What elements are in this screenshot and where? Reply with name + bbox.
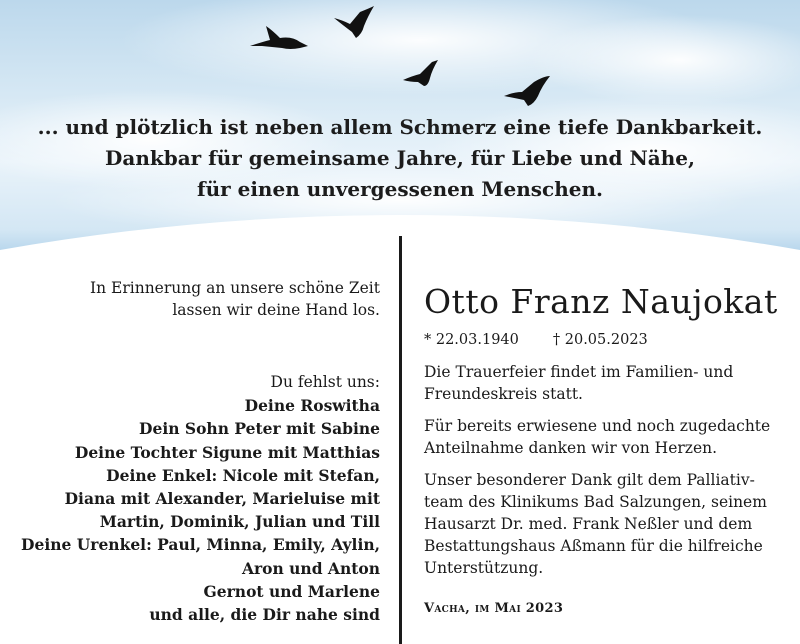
header-quote [0, 112, 800, 205]
family-line: Martin, Dominik, Julian und Till [99, 512, 380, 532]
family-list [21, 371, 380, 626]
family-line: Deine Urenkel: Paul, Minna, Emily, Aylin, [21, 535, 380, 555]
memory-line: In Erinnerung an unsere schöne Zeit [90, 279, 380, 297]
life-dates [424, 332, 794, 348]
quote-line: für einen unvergessenen Menschen. [196, 177, 604, 201]
family-line: Aron und Anton [241, 558, 380, 578]
family-line: Dein Sohn Peter mit Sabine [139, 419, 380, 439]
family-line: Diana mit Alexander, Marieluise mit [64, 489, 380, 509]
memory-line: lassen wir deine Hand los. [172, 301, 380, 319]
quote-line: ... und plötzlich ist neben allem Schmerz eine tiefe Dankbarkeit. [37, 115, 763, 139]
family-intro: Du fehlst uns: [270, 373, 380, 391]
text-line: Für bereits erwiesene und noch zugedachte [424, 417, 771, 435]
special-thanks [424, 469, 794, 579]
birth-date: * 22.03.1940 [424, 332, 519, 348]
family-line: Deine Roswitha [244, 396, 380, 416]
text-line: Anteilnahme danken wir von Herzen. [424, 439, 718, 457]
text-line: Hausarzt Dr. med. Frank Neßler und dem [424, 515, 753, 533]
family-line: Deine Enkel: Nicole mit Stefan, [106, 465, 380, 485]
place-date: Vacha, im Mai 2023 [424, 601, 564, 616]
thanks-info [424, 415, 794, 459]
flying-geese-icon [0, 0, 800, 120]
family-line: Deine Tochter Sigune mit Matthias [74, 442, 380, 462]
sky-header [0, 0, 800, 270]
death-date: † 20.05.2023 [552, 332, 648, 348]
vertical-divider [399, 236, 402, 644]
deceased-name: Otto Franz Naujokat [424, 282, 778, 321]
family-line: und alle, die Dir nahe sind [149, 605, 380, 625]
funeral-info [424, 361, 794, 405]
text-line: Die Trauerfeier findet im Familien- und [424, 363, 734, 381]
text-line: Unterstützung. [424, 559, 544, 577]
text-line: team des Klinikums Bad Salzungen, seinem [424, 493, 767, 511]
text-line: Unser besonderer Dank gilt dem Palliativ- [424, 471, 755, 489]
memory-text [90, 277, 380, 321]
text-line: Freundeskreis statt. [424, 385, 583, 403]
text-line: Bestattungshaus Aßmann für die hilfreiche [424, 537, 763, 555]
family-line: Gernot und Marlene [203, 581, 380, 601]
quote-line: Dankbar für gemeinsame Jahre, für Liebe und Nähe, [105, 146, 695, 170]
